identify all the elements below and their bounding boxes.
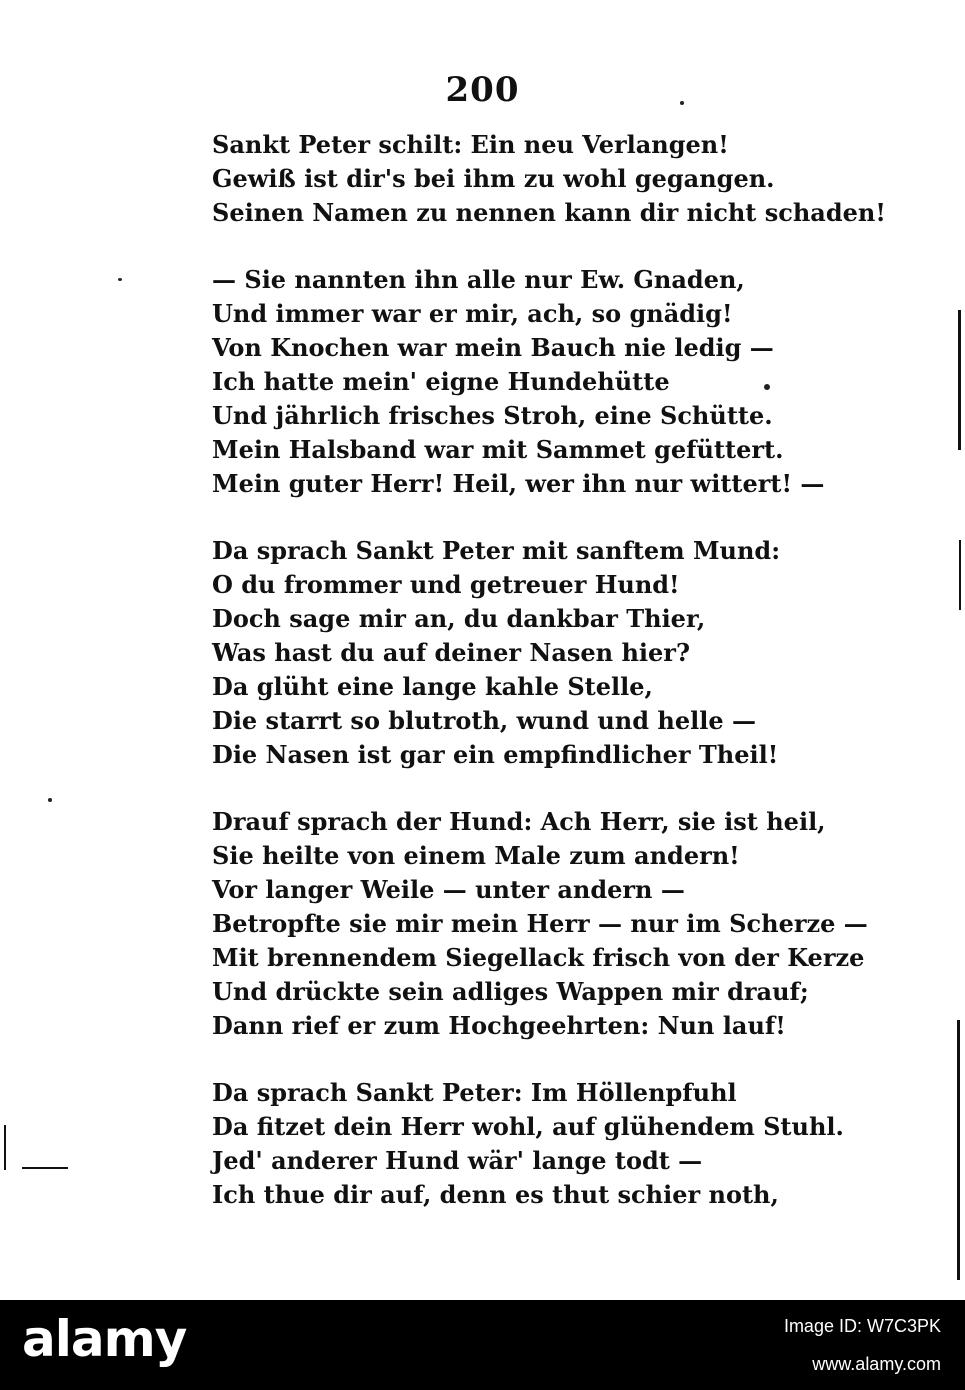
site-url: www.alamy.com bbox=[812, 1354, 941, 1374]
poem-line: Mein Halsband war mit Sammet gefüttert. bbox=[212, 435, 784, 464]
scan-speck bbox=[48, 798, 52, 802]
poem-line: Jed' anderer Hund wär' lange todt — bbox=[212, 1146, 703, 1175]
poem-line: Da fitzet dein Herr wohl, auf glühendem Stuhl. bbox=[212, 1112, 844, 1141]
brand-logo: alamy bbox=[22, 1310, 187, 1368]
poem-line: Die starrt so blutroth, wund und helle — bbox=[212, 706, 756, 735]
poem-line: Die Nasen ist gar ein empfindlicher Theil! bbox=[212, 740, 779, 769]
scan-edge-line bbox=[958, 310, 961, 450]
scan-edge-line bbox=[959, 540, 961, 610]
poem-text bbox=[212, 128, 886, 1245]
poem-line: Dann rief er zum Hochgeehrten: Nun lauf! bbox=[212, 1011, 786, 1040]
stanza bbox=[212, 805, 868, 1043]
poem-line: Und jährlich frisches Stroh, eine Schütte. bbox=[212, 401, 773, 430]
poem-line: Ich hatte mein' eigne Hundehütte bbox=[212, 367, 670, 396]
poem-line: Doch sage mir an, du dankbar Thier, bbox=[212, 604, 706, 633]
page-number: 200 bbox=[445, 70, 520, 110]
poem-line: Sankt Peter schilt: Ein neu Verlangen! bbox=[212, 130, 729, 159]
scan-speck bbox=[764, 384, 770, 390]
scan-speck bbox=[680, 101, 684, 105]
poem-line: Von Knochen war mein Bauch nie ledig — bbox=[212, 333, 774, 362]
poem-line: Und drückte sein adliges Wappen mir drauf; bbox=[212, 977, 809, 1006]
poem-line: Da sprach Sankt Peter mit sanftem Mund: bbox=[212, 536, 781, 565]
scan-edge-line bbox=[22, 1167, 68, 1169]
poem-line: Was hast du auf deiner Nasen hier? bbox=[212, 638, 691, 667]
image-id: Image ID: W7C3PK bbox=[783, 1316, 941, 1336]
poem-line: Da sprach Sankt Peter: Im Höllenpfuhl bbox=[212, 1078, 737, 1107]
stanza bbox=[212, 128, 886, 230]
scan-edge-line bbox=[957, 1020, 960, 1280]
poem-line: Betropfte sie mir mein Herr — nur im Scherze — bbox=[212, 909, 868, 938]
poem-line: — Sie nannten ihn alle nur Ew. Gnaden, bbox=[212, 265, 745, 294]
scan-speck bbox=[118, 278, 122, 281]
poem-line: O du frommer und getreuer Hund! bbox=[212, 570, 680, 599]
poem-line: Ich thue dir auf, denn es thut schier noth, bbox=[212, 1180, 779, 1209]
poem-line: Seinen Namen zu nennen kann dir nicht schaden! bbox=[212, 198, 886, 227]
poem-line: Und immer war er mir, ach, so gnädig! bbox=[212, 299, 733, 328]
watermark-footer bbox=[0, 1300, 965, 1390]
stanza bbox=[212, 534, 832, 772]
poem-line: Da glüht eine lange kahle Stelle, bbox=[212, 672, 653, 701]
stanza bbox=[212, 1076, 844, 1212]
poem-line: Vor langer Weile — unter andern — bbox=[212, 875, 685, 904]
stanza bbox=[212, 263, 832, 501]
poem-line: Drauf sprach der Hund: Ach Herr, sie ist heil, bbox=[212, 807, 826, 836]
poem-line: Mit brennendem Siegellack frisch von der Kerze bbox=[212, 943, 865, 972]
poem-line: Sie heilte von einem Male zum andern! bbox=[212, 841, 740, 870]
scan-edge-line bbox=[4, 1125, 6, 1170]
poem-line: Gewiß ist dir's bei ihm zu wohl gegangen. bbox=[212, 164, 775, 193]
poem-line: Mein guter Herr! Heil, wer ihn nur wittert! — bbox=[212, 469, 825, 498]
